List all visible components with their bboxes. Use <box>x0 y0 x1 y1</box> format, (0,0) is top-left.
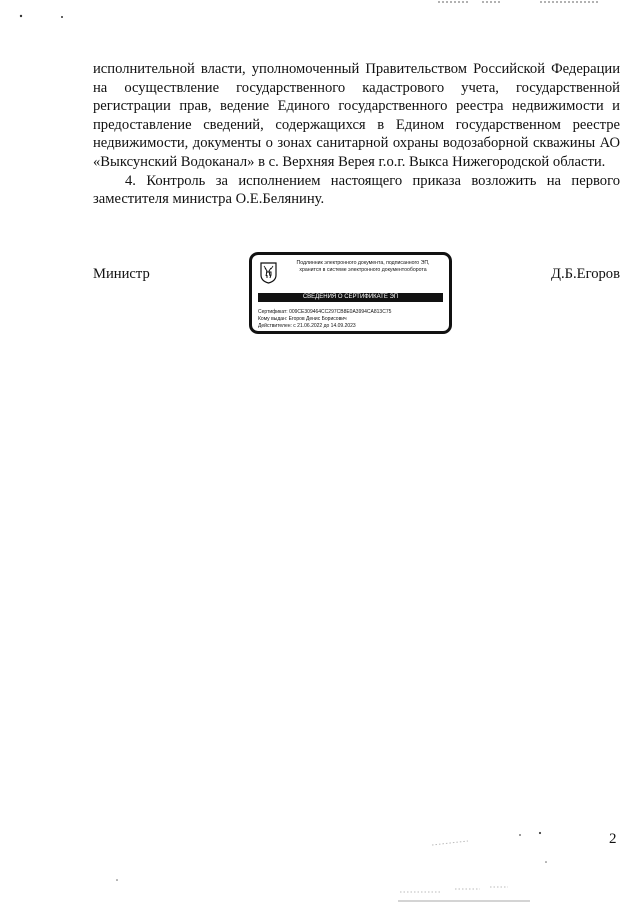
signer-name: Д.Б.Егоров <box>551 266 620 282</box>
paragraph-continuation: исполнительной власти, уполномоченный Правительством Российской Федерации на осуществление государственного кадастрового учета, государственной регистрации прав, ведение Единого государственного реестра недвижимости и предоставление сведений, содержащихся в Едином государственном реестре недвижимости, документы о зонах санитарной охраны водозаборной скважины АО «Выксунский Водоканал» в с. Верхняя Верея г.о.г. Выкса Нижегородской области. <box>93 61 620 170</box>
certificate-number: Сертификат: 009CE309464CC297CB8E0A3994CA813C75 <box>258 309 392 315</box>
certificate-validity: Действителен: с 21.06.2022 до 14.09.2023 <box>258 323 356 329</box>
stamp-details <box>258 309 446 330</box>
paragraph-control-clause: 4. Контроль за исполнением настоящего приказа возложить на первого заместителя министра О.Е.Белянину. <box>93 172 620 208</box>
page-number: 2 <box>609 831 617 847</box>
deer-coat-of-arms-icon <box>260 262 277 284</box>
stamp-header-line-2: хранится в системе электронного документооборота <box>299 266 427 273</box>
document-body <box>93 60 620 209</box>
electronic-signature-stamp <box>249 252 452 334</box>
certificate-owner: Кому выдан: Егоров Денис Борисович <box>258 316 347 322</box>
stamp-header <box>282 260 444 273</box>
signer-title: Министр <box>93 266 150 282</box>
stamp-title-bar: СВЕДЕНИЯ О СЕРТИФИКАТЕ ЭП <box>258 293 443 302</box>
stamp-header-line-1: Подлинник электронного документа, подписанного ЭП, <box>296 260 430 266</box>
